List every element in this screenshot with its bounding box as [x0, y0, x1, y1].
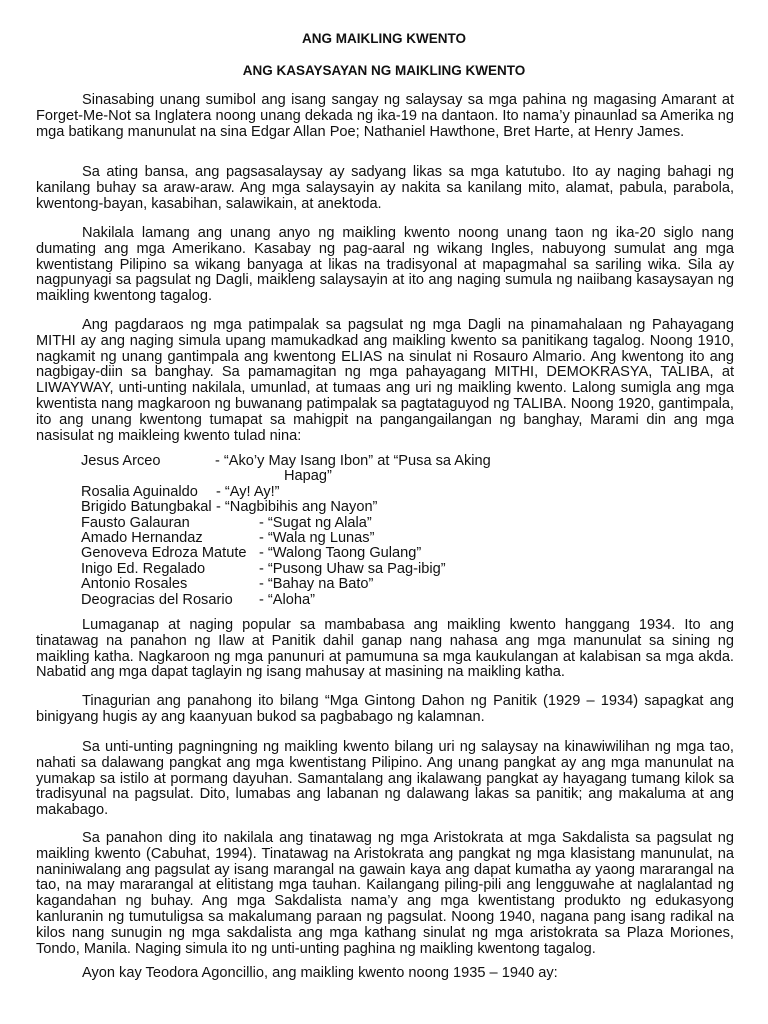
- author-works: - “Pusong Uhaw sa Pag-ibig”: [259, 560, 446, 577]
- author-works: - “Ako’y May Isang Ibon” at “Pusa sa Aking: [215, 453, 491, 469]
- author-works: - “Aloha”: [259, 591, 315, 608]
- paragraph-2: Sa ating bansa, ang pagsasalaysay ay sadyang likas sa mga katutubo. Ito ay naging bahagi ng kanilang buhay sa araw-araw. Ang mga salaysayin ay nakita sa kanilang mito, alamat, pabula, parabola, kwentong-bayan, kasabihan, salawikain, at anektoda.: [36, 164, 734, 212]
- author-works: - “Ay! Ay!”: [216, 483, 280, 500]
- author-name: Genoveva Edroza Matute: [81, 545, 247, 562]
- author-name: Inigo Ed. Regalado: [81, 560, 206, 577]
- author-name: Brigido Batungbakal: [81, 499, 212, 516]
- paragraph-1: Sinasabing unang sumibol ang isang sangay ng salaysay sa mga pahina ng magasing Amarant at Forget-Me-Not sa Inglatera noong unang dekada ng ika-19 na dantaon. Ito nama’y pinaunlad sa Amerika ng mga batikang manunulat na sina Edgar Allan Poe; Nathaniel Hawthone, Bret Harte, at Henry James.: [36, 92, 734, 140]
- author-name: Jesus Arceo: [81, 453, 161, 469]
- author-name: Fausto Galauran: [81, 514, 190, 531]
- paragraph-8: Sa panahon ding ito nakilala ang tinatawag ng mga Aristokrata at mga Sakdalista sa pagsulat ng maikling kwento (Cabuhat, 1994). Tinatawag na Aristokrata ang pangkat ng mga klasistang manunulat, na naniniwalang ang pagsulat ay isang marangal na gawain kaya ang dapat kumatha ay yaong mararangal na tao, na may mararangal at elitistang mga tauhan. Kailangang piling-pili ang lengguwahe at naglalantad ng kagandahan ng buhay. Ang mga Sakdalista nama’y ang mga kwentistang produkto ng edukasyong kanluranin ng tumutuligsa sa makalumang paraan ng pagsulat. Noong 1940, nagana pang isang radikal na kilos nang sunugin ng mga sakdalista ang mga kathang sinulat ng mga aristokrata sa Plaza Moriones, Tondo, Manila. Naging simula ito ng unti-unting paghina ng maikling kwentong tagalog.: [36, 830, 734, 957]
- author-name: Rosalia Aguinaldo: [81, 483, 198, 500]
- document-subtitle: ANG KASAYSAYAN NG MAIKLING KWENTO: [242, 63, 526, 78]
- paragraph-6: Tinagurian ang panahong ito bilang “Mga Gintong Dahon ng Panitik (1929 – 1934) sapagkat ang binigyang hugis ay ang kaanyuan bukod sa pagbabago ng kalamnan.: [36, 693, 734, 725]
- paragraph-9: Ayon kay Teodora Agoncillio, ang maikling kwento noong 1935 – 1940 ay:: [82, 965, 558, 981]
- author-works: - “Nagbibihis ang Nayon”: [216, 499, 378, 516]
- paragraph-3: Nakilala lamang ang unang anyo ng maikling kwento noong unang taon ng ika-20 siglo nang dumating ang mga Amerikano. Kasabay ng pag-aaral ng wikang Ingles, nabuyong sumulat ang mga kwentistang Pilipino sa wikang banyaga at likas na tradisyonal at mapagmahal sa sariling wika. Sila ay nagpunyagi sa pagsulat ng Dagli, maikleng salaysayin at ito ang naging sumula ng naiibang kasaysayan ng maikling kwentong tagalog.: [36, 225, 734, 305]
- author-name: Deogracias del Rosario: [81, 591, 233, 608]
- author-works: - “Walong Taong Gulang”: [259, 545, 422, 562]
- paragraph-7: Sa unti-unting pagningning ng maikling kwento bilang uri ng salaysay na kinawiwilihan ng mga tao, nahati sa dalawang pangkat ang mga kwentistang Pilipino. Ang unang pangkat ay ang mga manunulat na yumakap sa istilo at pormang dayuhan. Samantalang ang ikalawang pangkat ay hayagang tumang kilok sa tradisyunal na pagsulat. Dito, lumabas ang labanan ng dalawang lakas sa panitik; ang makaluma at ang makabago.: [36, 739, 734, 819]
- author-name: Amado Hernandaz: [81, 529, 203, 546]
- author-works-continued: Hapag”: [284, 468, 332, 485]
- author-works: - “Sugat ng Alala”: [259, 514, 372, 531]
- paragraph-4: Ang pagdaraos ng mga patimpalak sa pagsulat ng mga Dagli na pinamahalaan ng Pahayagang MITHI ay ang naging simula upang mamukadkad ang maikling kwento sa panitikang tagalog. Noong 1910, nagkamit ng unang gantimpala ang kwentong ELIAS na sinulat ni Rosauro Almario. Ang kwentong ito ang nagbigay-diin sa banghay. Sa pamamagitan ng mga pahayagang MITHI, DEMOKRASYA, TALIBA, at LIWAYWAY, unti-unting nakilala, umunlad, at tumaas ang uri ng maikling kwento. Lalong sumigla ang mga kwentista nang magkaroon ng buwanang patimpalak sa pagtataguyod ng TALIBA. Noong 1920, gantimpala, ito ang unang kwentong tumapat sa mahigpit na pangangailangan ng banghay, Marami din ang mga nasisulat ng maikleing kwento tulad nina:: [36, 317, 734, 444]
- paragraph-5: Lumaganap at naging popular sa mambabasa ang maikling kwento hanggang 1934. Ito ang tinatawag na panahon ng Ilaw at Panitik dahil ganap nang nahasa ang mga manunulat sa sining ng maikling katha. Nagkaroon ng mga panunuri at pamumuna sa mga kaukulangan at kalabisan sa mga akda. Nabatid ang mga dapat taglayin ng isang mahusay at masining na maikling katha.: [36, 617, 734, 681]
- author-name: Antonio Rosales: [81, 576, 188, 593]
- author-works: - “Wala ng Lunas”: [259, 529, 375, 546]
- document-title: ANG MAIKLING KWENTO: [302, 31, 466, 46]
- author-works: - “Bahay na Bato”: [259, 576, 374, 593]
